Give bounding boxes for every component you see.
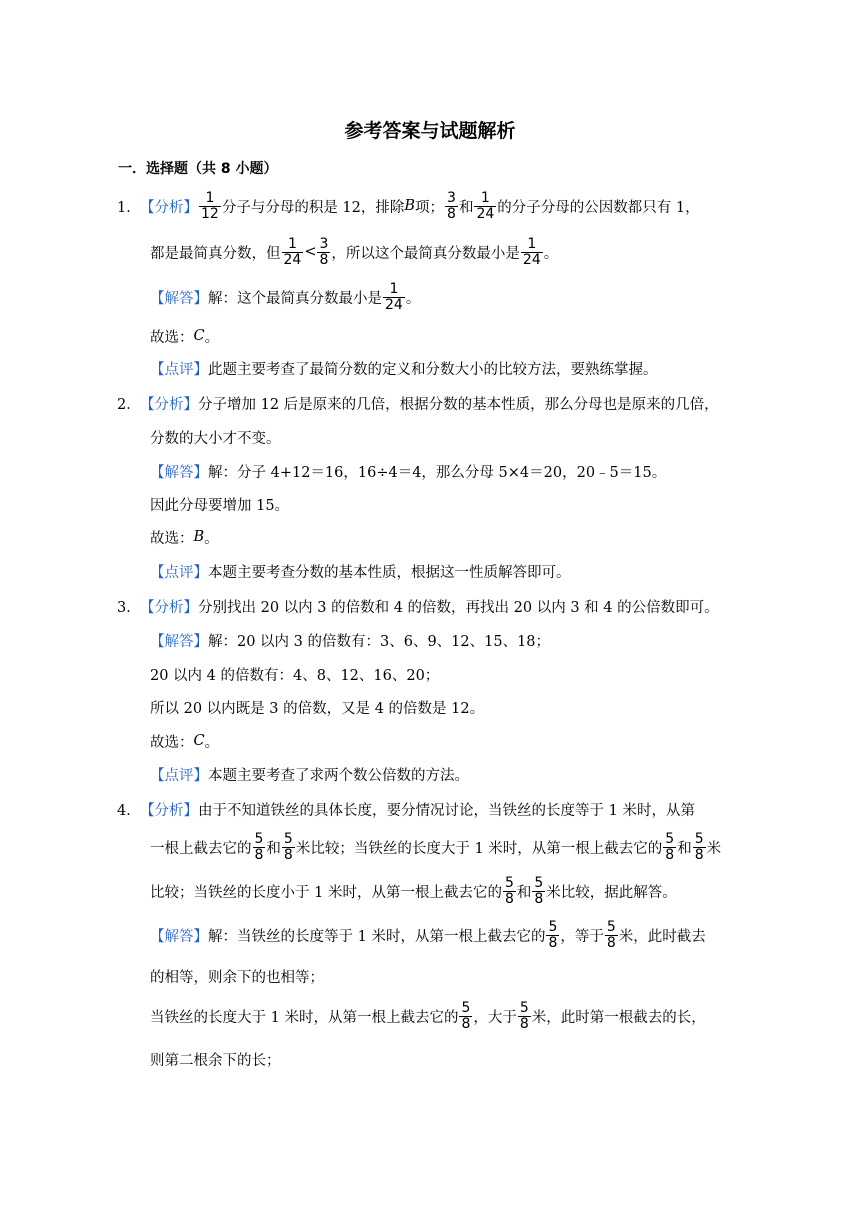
text: 故选： <box>150 734 194 751</box>
analysis-tag: 【分析】 <box>140 199 198 216</box>
fraction: 5 8 <box>534 874 544 907</box>
choice-letter: B <box>193 529 205 545</box>
q3-comment-line <box>150 758 469 790</box>
text: 分数的大小才不变。 <box>150 430 281 447</box>
text: 本题主要考查分数的基本性质，根据这一性质解答即可。 <box>208 564 571 581</box>
text: 和 <box>458 199 474 216</box>
q1-analysis-line-1 <box>117 190 700 222</box>
text: 因此分母要增加 15。 <box>150 497 290 514</box>
q4-answer-line-2 <box>150 960 324 992</box>
fraction: 5 8 <box>283 830 293 863</box>
fraction: 5 8 <box>461 999 471 1032</box>
text: 项； <box>415 199 445 216</box>
text: 分别找出 20 以内 3 的倍数和 4 的倍数，再找出 20 以内 3 和 4 的公倍数即可。 <box>198 599 719 616</box>
fraction: 1 12 <box>201 189 219 222</box>
q3-analysis-line <box>117 590 719 622</box>
fraction: 5 8 <box>519 999 529 1032</box>
text: ，所以这个最简真分数最小是 <box>331 245 520 262</box>
text: 。 <box>543 245 559 262</box>
q2-answer-line-2 <box>150 488 289 520</box>
text: 故选： <box>150 329 194 346</box>
fraction: 5 8 <box>665 830 675 863</box>
q2-answer-line <box>150 455 666 487</box>
q4-answer-line-1 <box>150 919 706 951</box>
q3-choice-line <box>150 725 219 757</box>
text: 。 <box>405 290 421 307</box>
section-heading: 一．选择题（共 8 小题） <box>118 161 278 177</box>
text: 一根上截去它的 <box>150 840 252 857</box>
text: 米比较；当铁丝的长度大于 1 米时，从第一根上截去它的 <box>295 840 663 857</box>
text: 的相等，则余下的也相等； <box>150 969 324 986</box>
fraction: 5 8 <box>548 918 558 951</box>
q3-answer-line-3 <box>150 691 484 723</box>
fraction: 5 8 <box>254 830 264 863</box>
fraction: 3 8 <box>447 189 456 222</box>
text: 所以 20 以内既是 3 的倍数，又是 4 的倍数是 12。 <box>150 700 485 717</box>
fraction: 5 8 <box>504 874 514 907</box>
q4-answer-line-4 <box>150 1043 281 1075</box>
fraction: 5 8 <box>694 830 704 863</box>
fraction: 1 24 <box>522 235 541 268</box>
text: 分子与分母的积是 12，排除 <box>221 199 405 216</box>
answer-tag: 【解答】 <box>150 633 208 650</box>
text: 故选： <box>150 530 194 547</box>
analysis-tag: 【分析】 <box>140 599 198 616</box>
text: ，大于 <box>473 1009 517 1026</box>
q1-analysis-line-2 <box>150 236 558 268</box>
text: 解：当铁丝的长度等于 1 米时，从第一根上截去它的 <box>208 928 546 945</box>
text: 和 <box>677 840 692 857</box>
text: 米比较，据此解答。 <box>546 884 677 901</box>
q1-choice-line <box>150 320 219 352</box>
fraction: 1 24 <box>283 235 302 268</box>
question-number: 3． <box>117 599 141 616</box>
fraction: 1 24 <box>476 189 495 222</box>
less-than-sign: < <box>304 244 317 260</box>
text: 此题主要考查了最简分数的定义和分数大小的比较方法，要熟练掌握。 <box>208 361 658 378</box>
text: 米，此时截去 <box>618 928 706 945</box>
text: 。 <box>204 530 219 547</box>
question-number: 1． <box>117 199 141 216</box>
q2-comment-line <box>150 555 571 587</box>
text: 米，此时第一根截去的长， <box>531 1009 706 1026</box>
text: 和 <box>516 884 532 901</box>
q4-analysis-line-3 <box>150 875 677 907</box>
text: 比较；当铁丝的长度小于 1 米时，从第一根上截去它的 <box>150 884 502 901</box>
text: 米 <box>706 840 722 857</box>
text: 由于不知道铁丝的具体长度，要分情况讨论，当铁丝的长度等于 1 米时，从第 <box>198 802 695 819</box>
comment-tag: 【点评】 <box>150 767 208 784</box>
comment-tag: 【点评】 <box>150 564 208 581</box>
choice-letter: C <box>193 733 205 749</box>
q2-analysis-line-2 <box>150 421 281 453</box>
q3-answer-line-2 <box>150 658 439 690</box>
q1-answer-line <box>150 281 420 313</box>
choice-letter: C <box>193 328 205 344</box>
answer-tag: 【解答】 <box>150 290 208 307</box>
q3-answer-line <box>150 624 550 656</box>
question-number: 4． <box>117 802 141 819</box>
answer-tag: 【解答】 <box>150 464 208 481</box>
text: ，等于 <box>560 928 604 945</box>
text: 。 <box>204 329 220 346</box>
text: 解：这个最简真分数最小是 <box>208 290 382 307</box>
page-title: 参考答案与试题解析 <box>344 120 516 142</box>
fraction: 3 8 <box>319 235 329 268</box>
text: 当铁丝的长度大于 1 米时，从第一根上截去它的 <box>150 1009 459 1026</box>
q2-analysis-line-1 <box>117 387 719 419</box>
q1-comment-line <box>150 352 658 384</box>
q2-choice-line <box>150 521 219 553</box>
text: 则第二根余下的长； <box>150 1052 281 1069</box>
text: 都是最简真分数，但 <box>150 245 281 262</box>
text: 解：20 以内 3 的倍数有：3、6、9、12、15、18； <box>208 633 551 650</box>
text: 的分子分母的公因数都只有 1， <box>497 199 700 216</box>
fraction: 1 24 <box>385 280 403 313</box>
question-number: 2． <box>117 396 141 413</box>
analysis-tag: 【分析】 <box>140 396 198 413</box>
q4-analysis-line-1 <box>117 793 695 825</box>
text: 分子增加 12 后是原来的几倍，根据分数的基本性质，那么分母也是原来的几倍， <box>198 396 719 413</box>
text: 20 以内 4 的倍数有：4、8、12、16、20； <box>150 667 440 684</box>
text: 。 <box>204 734 220 751</box>
comment-tag: 【点评】 <box>150 361 208 378</box>
text: 和 <box>266 840 281 857</box>
analysis-tag: 【分析】 <box>140 802 198 819</box>
variable: B <box>404 198 416 214</box>
text: 本题主要考查了求两个数公倍数的方法。 <box>208 767 469 784</box>
text: 解：分子 4+12＝16，16÷4＝4，那么分母 5×4＝20，20﹣5＝15。 <box>208 464 667 481</box>
q4-analysis-line-2 <box>150 831 721 863</box>
fraction: 5 8 <box>606 918 616 951</box>
answer-tag: 【解答】 <box>150 928 208 945</box>
q4-answer-line-3 <box>150 1000 706 1032</box>
